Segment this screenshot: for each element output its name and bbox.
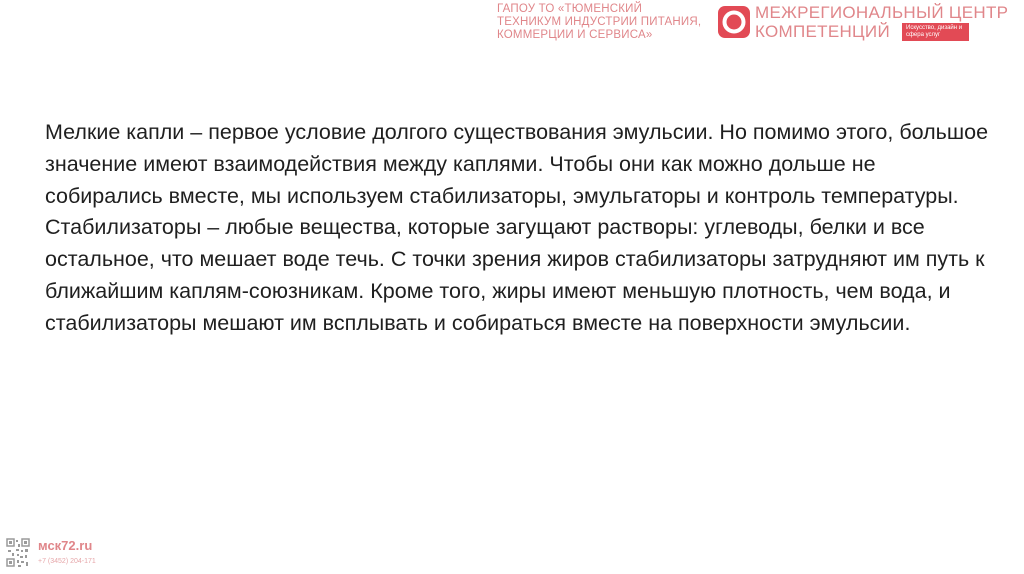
competence-center-title-line-2: КОМПЕТЕНЦИЙ — [755, 22, 890, 41]
organization-name — [497, 3, 712, 42]
qr-code-icon — [6, 538, 30, 568]
footer-site-link[interactable]: мск72.ru — [38, 538, 93, 553]
competence-center-title — [755, 3, 1008, 41]
competence-center-title-line-1: МЕЖРЕГИОНАЛЬНЫЙ ЦЕНТР — [755, 3, 1009, 22]
main-paragraph: Мелкие капли – первое условие долгого существования эмульсии. Но помимо этого, большое значение имеют взаимодействия между каплями. Чтобы они как можно дольше не собирались вместе, мы используем стабилизаторы, эмульгаторы и контроль температуры. Стабилизаторы – любые вещества, которые загущают растворы: углеводы, белки и все остальное, что мешает воде течь. С точки зрения жиров стабилизаторы затрудняют им путь к ближайшим каплям-союзникам. Кроме того, жиры имеют меньшую плотность, чем вода, и стабилизаторы мешают им всплывать и собираться вместе на поверхности эмульсии. — [45, 120, 989, 335]
competence-center-tagline: Искусство, дизайн и сфера услуг — [902, 23, 969, 41]
organization-name-line-2: ТЕХНИКУМ ИНДУСТРИИ ПИТАНИЯ, — [497, 16, 702, 28]
organization-name-line-1: ГАПОУ ТО «ТЮМЕНСКИЙ — [497, 3, 643, 15]
competence-center-logo-icon — [717, 5, 751, 39]
footer-phone: +7 (3452) 204-171 — [38, 558, 96, 565]
organization-name-line-3: КОММЕРЦИИ И СЕРВИСА» — [497, 29, 653, 41]
